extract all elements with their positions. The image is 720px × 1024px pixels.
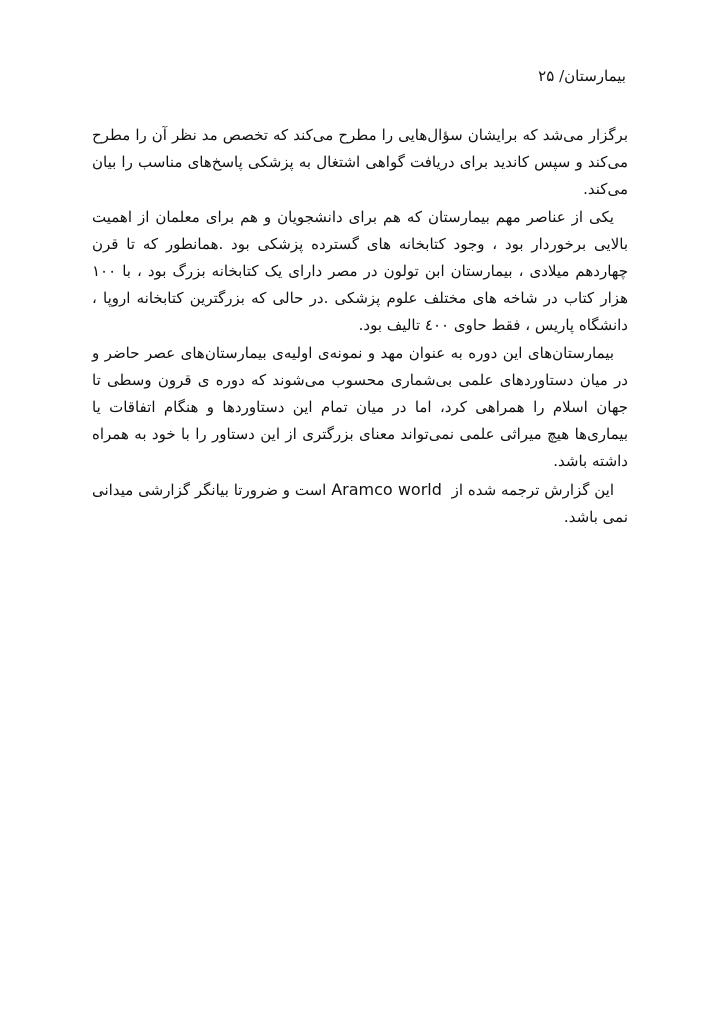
body-text [92, 122, 628, 531]
paragraph-1: برگزار می‌شد که برایشان سؤال‌هایی را مطرح می‌کند که تخصص مد نظر آن را مطرح می‌کند و سپس کاندید برای دریافت گواهی اشتغال به پزشکی پاسخ‌های مناسب را بیان می‌کند. [92, 126, 628, 199]
paragraph-3: بیمارستان‌های این دوره به عنوان مهد و نمونه‌ی اولیه‌ی بیمارستان‌های عصر حاضر و در میان دستاوردهای علمی بی‌شماری محسوب می‌شوند که دوره ی قرون وسطی تا جهان اسلام را همراهی کرد، اما در میان تمام این دستاوردها و هنگام اتفاقات یا بیماری‌ها هیچ میراثی علمی نمی‌تواند معنای بزرگتری از این دستاور را با خود به همراه داشته باشد. [92, 343, 628, 471]
paragraph-closing [92, 476, 628, 531]
closing-before: این گزارش ترجمه شده از [451, 480, 614, 499]
paragraph-2: یکی از عناصر مهم بیمارستان که هم برای دانشجویان و هم برای معلمان از اهمیت بالایی برخوردار بود ، وجود کتابخانه های گسترده پزشکی بود .همانطور که تا قرن چهاردهم میلادی ، بیمارستان ابن تولون در مصر دارای یک کتابخانه بزرگ بود ، با ۱۰۰ هزار کتاب در شاخه های مختلف علوم پزشکی .در حالی که بزرگترین کتابخانه اروپا ، دانشگاه پاریس ، فقط حاوی ٤٠٠ تالیف بود. [92, 207, 628, 335]
closing-source: Aramco world [331, 479, 442, 499]
running-header: بیمارستان/ ۲۵ [538, 67, 626, 85]
closing-after: است و ضرورتا بیانگر گزارشی میدانی نمی باشد. [92, 480, 628, 526]
